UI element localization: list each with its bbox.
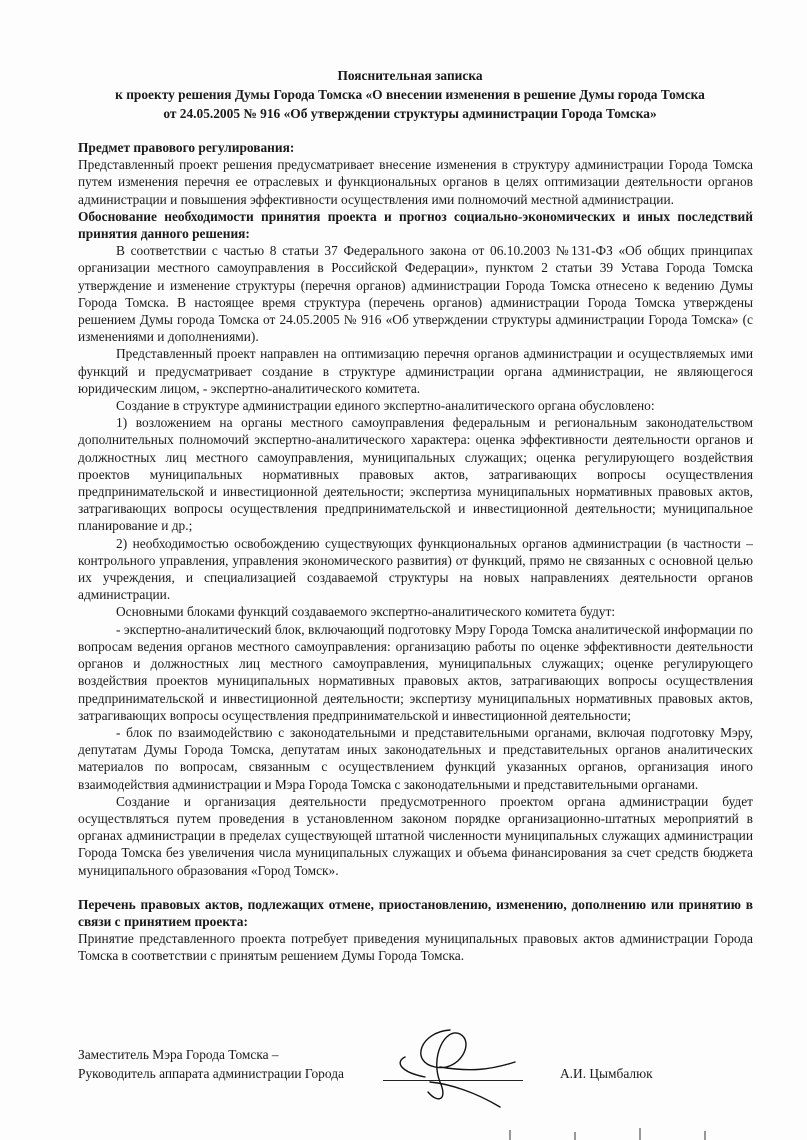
section-heading-subject: Предмет правового регулирования: [78,140,295,155]
scan-edge-marks [0,1120,807,1140]
section-heading-justification: Обоснование необходимости принятия проекта и прогноз социально-экономических и иных последствий принятия данного решения: [78,208,753,242]
paragraph-subject: Представленный проект решения предусматривает внесение изменения в структуру администрации Города Томска путем изменения перечня ее отраслевых и функциональных органов в целях оптимизации деятельности органов администрации и повышения эффективности осуществления ими полномочий местной администрации. [78,157,753,207]
paragraph-creation-reason: Создание в структуре администрации единого экспертно-аналитического органа обусловлено: [116,398,655,414]
paragraph-organization: Создание и организация деятельности предусмотренного проектом органа администрации будет осуществляться путем проведения в установленном законом порядке организационно-штатных мероприятий в органах администрации в пределах существующей штатной численности муниципальных служащих администрации Города Томска без увеличения числа муниципальных служащих и объема финансирования за счет средств бюджета муниципального образования «Город Томск». [78,793,753,878]
paragraph-block-interaction: - блок по взаимодействию с законодательными и представительными органами, включая подготовку Мэру, депутатам Думы Города Томска, депутатам иных законодательных и представительных органов аналитических материалов по вопросам, связанным с осуществлением функций указанных органов, организация иного взаимодействия администрации и Мэра Города Томска с законодательными и представительными органами. [78,724,753,792]
paragraph-legal-basis: В соответствии с частью 8 статьи 37 Федерального закона от 06.10.2003 №131-ФЗ «Об общих принципах организации местного самоуправления в Российской Федерации», пунктом 2 статьи 39 Устава Города Томска утверждение и изменение структуры (перечня органов) администрации Города Томска отнесено к ведению Думы Города Томска. В настоящее время структура (перечень органов) администрации Города Томска утверждены решением Думы города Томска от 24.05.2005 № 916 «Об утверждении структуры администрации Города Томска» (с изменениями и дополнениями). [78,243,753,345]
paragraph-reason-2: 2) необходимостью освобождению существующих функциональных органов администрации (в частности – контрольного управления, управления экономического развития) от функций, прямо не связанных с основной целью их учреждения, и специализацией создаваемой структуры на новых направлениях деятельности органов администрации. [78,535,753,603]
signer-position-line-2: Руководитель аппарата администрации Города [78,1066,344,1081]
paragraph-legal-acts: Принятие представленного проекта потребует приведения муниципальных правовых актов администрации Города Томска в соответствии с принятым решением Думы Города Томска. [78,931,753,964]
paragraph-block-analytic: - экспертно-аналитический блок, включающий подготовку Мэру Города Томска аналитической информации по вопросам ведения органов местного самоуправления: организацию работы по оценке эффективности деятельности органов и должностных лиц местного самоуправления, муниципальных служащих; оценке регулирующего воздействия проектов муниципальных нормативных правовых актов, затрагивающих вопросы осуществления предпринимательской и инвестиционной деятельности; экспертизу муниципальных нормативных правовых актов, затрагивающих вопросы осуществления предпринимательской и инвестиционной деятельности; [78,621,753,723]
paragraph-project-aim: Представленный проект направлен на оптимизацию перечня органов администрации и осуществляемых ими функций и предусматривает создание в структуре администрации органа администрации, не являющегося юридическим лицом, - экспертно-аналитического комитета. [78,346,753,396]
title-line-1: Пояснительная записка [337,68,483,83]
signer-name: А.И. Цымбалюк [560,1066,653,1081]
signer-position [78,1045,408,1083]
signer-position-line-1: Заместитель Мэра Города Томска – [78,1047,279,1062]
paragraph-function-blocks: Основными блоками функций создаваемого экспертно-аналитического комитета будут: [116,604,616,620]
document-title [60,66,760,123]
section-heading-legal-acts: Перечень правовых актов, подлежащих отмене, приостановлению, изменению, дополнению или принятию в связи с принятием проекта: [78,896,753,929]
title-line-2: к проекту решения Думы Города Томска «О внесении изменения в решение Думы города Томска [115,87,705,102]
handwritten-signature [380,1022,530,1112]
document-body [78,139,753,965]
paragraph-reason-1: 1) возложением на органы местного самоуправления федеральным и региональным законодательством дополнительных полномочий экспертно-аналитического характера: оценка эффективности деятельности органов и должностных лиц местного самоуправления, муниципальных служащих; оценка регулирующего воздействия проектов муниципальных нормативных правовых актов, затрагивающих вопросы осуществления предпринимательской и инвестиционной деятельности; экспертиза муниципальных нормативных правовых актов, затрагивающих вопросы осуществления предпринимательской и инвестиционной деятельности; муниципальное планирование и др.; [78,415,753,534]
title-line-3: от 24.05.2005 № 916 «Об утверждении структуры администрации Города Томска» [163,106,657,121]
